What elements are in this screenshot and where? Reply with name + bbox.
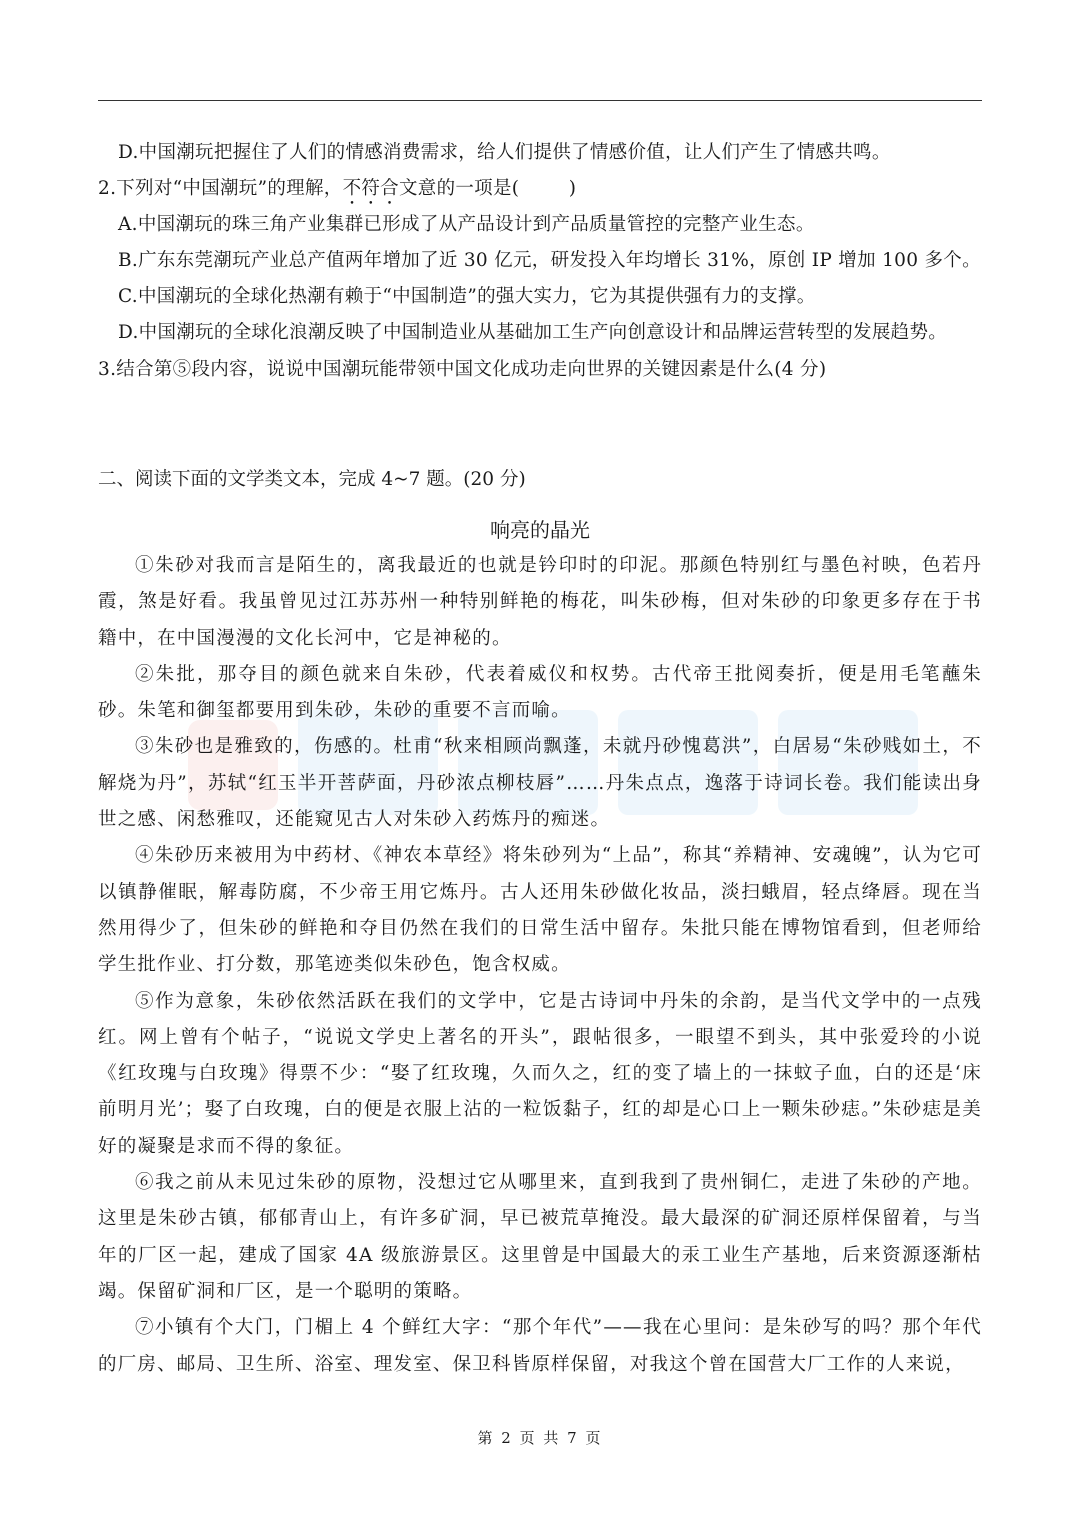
option-b-q2: B.广东东莞潮玩产业总产值两年增加了近 30 亿元，研发投入年均增长 31%，原创 IP 增加 100 多个。 xyxy=(118,250,981,271)
option-c-q2: C.中国潮玩的全球化热潮有赖于“中国制造”的强大实力，它为其提供强有力的支撑。 xyxy=(118,286,816,307)
q2-prefix: 2.下列对“中国潮玩”的理解， xyxy=(98,178,343,199)
article-title: 响亮的晶光 xyxy=(490,518,590,542)
paragraph-2: ②朱批，那夺目的颜色就来自朱砂，代表着威仪和权势。古代帝王批阅奏折，便是用毛笔蘸朱砂。朱笔和御玺都要用到朱砂，朱砂的重要不言而喻。 xyxy=(98,663,982,722)
section-heading: 二、阅读下面的文学类文本，完成 4~7 题。(20 分) xyxy=(98,469,526,490)
paragraph-3: ③朱砂也是雅致的，伤感的。杜甫“秋来相顾尚飘蓬，未就丹砂愧葛洪”，白居易“朱砂贱如土，不解烧为丹”，苏轼“红玉半开菩萨面，丹砂浓点柳枝唇”……丹朱点点，逸落于诗词长卷。我们能读出身世之感、闲愁雅叹，还能窥见古人对朱砂入药炼丹的痴迷。 xyxy=(98,736,982,831)
paragraph-5: ⑤作为意象，朱砂依然活跃在我们的文学中，它是古诗词中丹朱的余韵，是当代文学中的一点残红。网上曾有个帖子，“说说文学史上著名的开头”，跟帖很多，一眼望不到头，其中张爱玲的小说《红玫瑰与白玫瑰》得票不少：“娶了红玫瑰，久而久之，红的变了墙上的一抹蚊子血，白的还是‘床前明月光’；娶了白玫瑰，白的便是衣服上沾的一粒饭黏子，红的却是心口上一颗朱砂痣。”朱砂痣是美好的凝聚是求而不得的象征。 xyxy=(98,990,982,1157)
q2-emphasis: 不符合 xyxy=(342,178,399,199)
option-a-q2: A.中国潮玩的珠三角产业集群已形成了从产品设计到产品质量管控的完整产业生态。 xyxy=(118,214,815,235)
question-2 xyxy=(98,171,984,209)
header-rule xyxy=(98,100,982,101)
option-d-q1: D.中国潮玩把握住了人们的情感消费需求，给人们提供了情感价值，让人们产生了情感共鸣。 xyxy=(118,142,891,163)
article-body xyxy=(98,548,982,1383)
page-footer: 第 2 页 共 7 页 xyxy=(477,1429,603,1447)
paragraph-1: ①朱砂对我而言是陌生的，离我最近的也就是钤印时的印泥。那颜色特别红与墨色衬映，色若丹霞，煞是好看。我虽曾见过江苏苏州一种特别鲜艳的梅花，叫朱砂梅，但对朱砂的印象更多存在于书籍中，在中国漫漫的文化长河中，它是神秘的。 xyxy=(98,555,982,649)
question-3: 3.结合第⑤段内容，说说中国潮玩能带领中国文化成功走向世界的关键因素是什么(4 分) xyxy=(98,359,827,380)
paragraph-7: ⑦小镇有个大门，门楣上 4 个鲜红大字：“那个年代”——我在心里问：是朱砂写的吗？那个年代的厂房、邮局、卫生所、浴室、理发室、保卫科皆原样保留，对我这个曾在国营大厂工作的人来说， xyxy=(98,1317,982,1375)
q2-suffix: 文意的一项是( ) xyxy=(398,178,577,199)
paragraph-6: ⑥我之前从未见过朱砂的原物，没想过它从哪里来，直到我到了贵州铜仁，走进了朱砂的产地。这里是朱砂古镇，郁郁青山上，有许多矿洞，早已被荒草掩没。最大最深的矿洞还原样保留着，与当年的厂区一起，建成了国家 4A 级旅游景区。这里曾是中国最大的汞工业生产基地，后来资源逐渐枯竭。保留矿洞和厂区，是一个聪明的策略。 xyxy=(98,1172,982,1302)
paragraph-4: ④朱砂历来被用为中药材、《神农本草经》将朱砂列为“上品”，称其“养精神、安魂魄”，认为它可以镇静催眠，解毒防腐，不少帝王用它炼丹。古人还用朱砂做化妆品，淡扫蛾眉，轻点绛唇。现在当然用得少了，但朱砂的鲜艳和夺目仍然在我们的日常生活中留存。朱批只能在博物馆看到，但老师给学生批作业、打分数，那笔迹类似朱砂色，饱含权威。 xyxy=(98,845,982,976)
option-d-q2: D.中国潮玩的全球化浪潮反映了中国制造业从基础加工生产向创意设计和品牌运营转型的发展趋势。 xyxy=(118,322,948,343)
